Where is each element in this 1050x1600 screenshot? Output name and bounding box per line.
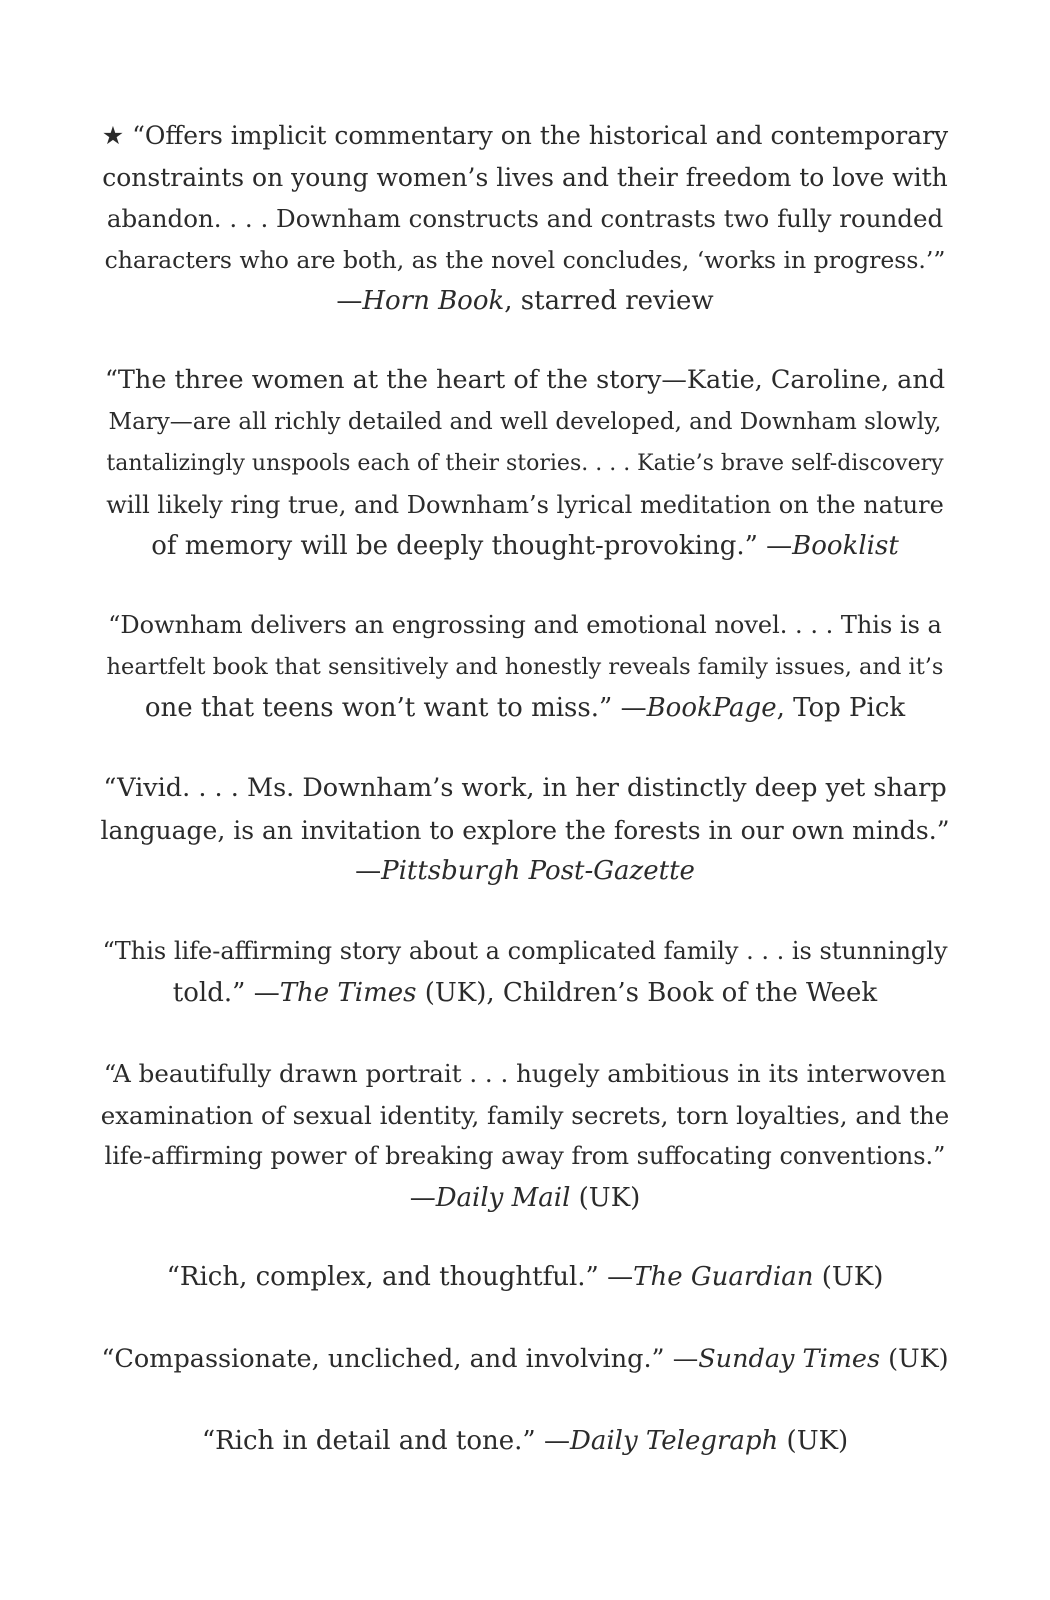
attribution-dash: — <box>253 977 280 1008</box>
attribution-source: Pittsburgh Post-Gazette <box>381 856 695 886</box>
attribution-dash: — <box>355 856 382 886</box>
attribution-source: Sunday Times <box>698 1344 881 1374</box>
quote-line: examination of sexual identity, family secrets, torn loyalties, and the <box>100 1100 950 1130</box>
quote-line: language, is an invitation to explore the forests in our own minds.” <box>100 815 950 845</box>
attribution <box>100 281 950 323</box>
blurb-pittsburgh-post-gazette <box>100 768 950 893</box>
quote-line-with-attribution <box>100 1339 950 1381</box>
quote-line: “Vivid. . . . Ms. Downham’s work, in her distinctly deep yet sharp <box>103 773 947 803</box>
quote-line: life-affirming power of breaking away from suffocating conventions.” <box>104 1142 946 1170</box>
blurb-booklist <box>100 360 950 568</box>
attribution-source: The Guardian <box>633 1262 814 1292</box>
attribution-source: Horn Book <box>362 286 505 316</box>
attribution-suffix: , starred review <box>504 286 714 316</box>
attribution-dash: — <box>766 531 793 561</box>
attribution-source: Daily Telegraph <box>569 1426 779 1456</box>
blurb-daily-telegraph <box>100 1421 950 1463</box>
attribution-source: The Times <box>279 977 417 1008</box>
quote-line: one that teens won’t want to miss.” <box>144 693 621 723</box>
blurb-horn-book <box>100 115 950 323</box>
quote-line-with-attribution <box>100 688 950 730</box>
attribution-source: BookPage <box>646 693 777 723</box>
attribution-source: Booklist <box>792 531 899 561</box>
quote-line: heartfelt book that sensitively and honestly reveals family issues, and it’s <box>106 653 944 680</box>
quote-line-with-attribution <box>100 973 950 1015</box>
attribution-suffix: (UK), Children’s Book of the Week <box>416 977 878 1008</box>
quote-line: “Rich in detail and tone.” <box>201 1426 544 1456</box>
quote-line: tantalizingly unspools each of their stories. . . . Katie’s brave self-discovery <box>106 451 944 476</box>
quote-line: will likely ring true, and Downham’s lyrical meditation on the nature <box>106 490 944 519</box>
attribution <box>100 1178 950 1220</box>
attribution-suffix: , Top Pick <box>776 693 906 723</box>
attribution-dash: — <box>543 1426 570 1456</box>
quote-line: “This life-affirming story about a complicated family . . . is stunningly <box>102 937 948 965</box>
attribution-dash: — <box>607 1262 634 1292</box>
quote-line-with-attribution <box>100 1257 950 1299</box>
quote-line: constraints on young women’s lives and their freedom to love with <box>102 162 948 192</box>
blurb-sunday-times <box>100 1339 950 1381</box>
quote-line: “The three women at the heart of the story—Katie, Caroline, and <box>104 365 946 395</box>
attribution-dash: — <box>620 693 647 723</box>
quote-line: ★ “Offers implicit commentary on the historical and contemporary <box>101 121 949 150</box>
attribution-suffix: (UK) <box>880 1344 949 1374</box>
quote-line: abandon. . . . Downham constructs and contrasts two fully rounded <box>106 204 944 233</box>
attribution-suffix: (UK) <box>778 1426 849 1456</box>
quote-line: “A beautifully drawn portrait . . . hugely ambitious in its interwoven <box>103 1059 947 1088</box>
quote-line: told.” <box>172 977 254 1008</box>
quote-line: “Compassionate, uncliched, and involving.” <box>101 1344 673 1374</box>
attribution-dash: — <box>409 1182 436 1213</box>
quote-line-with-attribution <box>100 526 950 568</box>
attribution-suffix: (UK) <box>570 1182 641 1213</box>
blurb-the-guardian <box>100 1257 950 1299</box>
quote-line: of memory will be deeply thought-provoking.” <box>151 531 767 561</box>
quote-line: characters who are both, as the novel concludes, ‘works in progress.’” <box>104 245 946 274</box>
quote-line: “Downham delivers an engrossing and emotional novel. . . . This is a <box>108 611 942 639</box>
quote-line: Mary—are all richly detailed and well developed, and Downham slowly, <box>108 408 942 435</box>
attribution-source: Daily Mail <box>435 1182 571 1213</box>
blurb-daily-mail <box>100 1053 950 1219</box>
quote-line-with-attribution <box>100 1421 950 1463</box>
quote-line: “Rich, complex, and thoughtful.” <box>166 1262 608 1292</box>
attribution-dash: — <box>336 286 363 316</box>
attribution <box>100 851 950 893</box>
blurb-bookpage <box>100 605 950 730</box>
attribution-dash: — <box>672 1344 699 1374</box>
blurb-the-times <box>100 931 950 1014</box>
attribution-suffix: (UK) <box>813 1262 884 1292</box>
